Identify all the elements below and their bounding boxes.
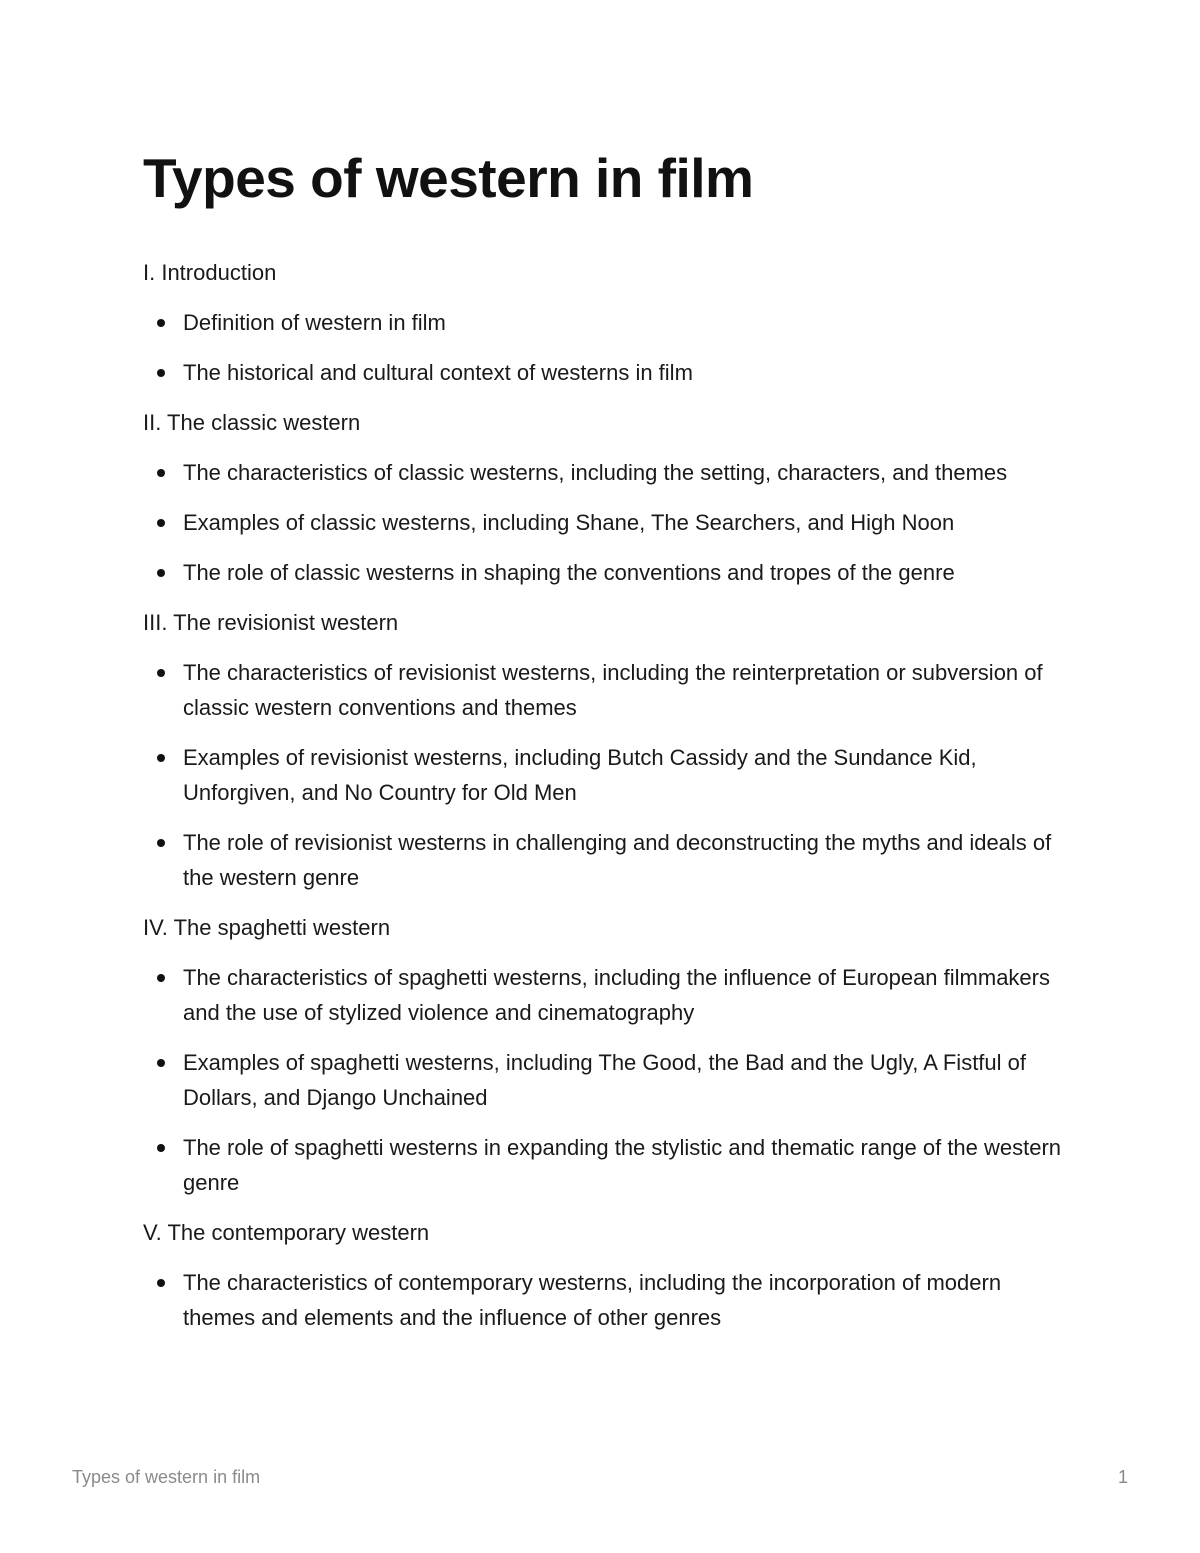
list-item-text: The role of revisionist westerns in challenging and deconstructing the myths and ideals of the western genre xyxy=(183,830,1052,890)
section-contemporary-western xyxy=(143,1215,1073,1335)
list-item-text: The characteristics of spaghetti westerns, including the influence of European filmmakers and the use of stylized violence and cinematography xyxy=(183,965,1050,1025)
bullet-icon xyxy=(157,1144,165,1152)
page-footer xyxy=(72,1464,1128,1490)
bullet-list xyxy=(143,455,1073,590)
list-item xyxy=(143,505,1073,540)
bullet-list xyxy=(143,1265,1073,1335)
list-item xyxy=(143,355,1073,390)
page-title: Types of western in film xyxy=(143,147,754,209)
list-item-text: The characteristics of classic westerns, including the setting, characters, and themes xyxy=(183,460,1008,485)
list-item xyxy=(143,740,1073,810)
section-heading: II. The classic western xyxy=(143,410,361,435)
list-item-text: Examples of spaghetti westerns, including The Good, the Bad and the Ugly, A Fistful of Dollars, and Django Unchained xyxy=(183,1050,1027,1110)
list-item-text: Definition of western in film xyxy=(183,310,446,335)
bullet-list xyxy=(143,655,1073,895)
section-heading: I. Introduction xyxy=(143,260,277,285)
bullet-icon xyxy=(157,1059,165,1067)
bullet-list xyxy=(143,960,1073,1200)
list-item-text: The characteristics of revisionist westerns, including the reinterpretation or subversion of classic western conventions and themes xyxy=(183,660,1043,720)
list-item-text: The role of spaghetti westerns in expanding the stylistic and thematic range of the western genre xyxy=(183,1135,1062,1195)
list-item-text: The historical and cultural context of westerns in film xyxy=(183,360,693,385)
list-item-text: The role of classic westerns in shaping the conventions and tropes of the genre xyxy=(183,560,955,585)
bullet-icon xyxy=(157,569,165,577)
list-item xyxy=(143,655,1073,725)
bullet-icon xyxy=(157,669,165,677)
bullet-icon xyxy=(157,469,165,477)
bullet-icon xyxy=(157,974,165,982)
list-item xyxy=(143,305,1073,340)
bullet-icon xyxy=(157,754,165,762)
list-item xyxy=(143,825,1073,895)
bullet-icon xyxy=(157,1279,165,1287)
footer-title: Types of western in film xyxy=(72,1467,261,1487)
bullet-icon xyxy=(157,369,165,377)
bullet-icon xyxy=(157,839,165,847)
list-item-text: Examples of revisionist westerns, including Butch Cassidy and the Sundance Kid, Unforgiven, and No Country for Old Men xyxy=(183,745,977,805)
outline xyxy=(143,255,1073,1350)
section-introduction xyxy=(143,255,1073,390)
page-number: 1 xyxy=(1117,1467,1128,1487)
section-heading: III. The revisionist western xyxy=(143,610,399,635)
list-item xyxy=(143,1265,1073,1335)
list-item-text: The characteristics of contemporary westerns, including the incorporation of modern themes and elements and the influence of other genres xyxy=(183,1270,1002,1330)
list-item xyxy=(143,1045,1073,1115)
list-item xyxy=(143,1130,1073,1200)
section-classic-western xyxy=(143,405,1073,590)
list-item xyxy=(143,455,1073,490)
bullet-icon xyxy=(157,519,165,527)
list-item xyxy=(143,960,1073,1030)
list-item-text: Examples of classic westerns, including Shane, The Searchers, and High Noon xyxy=(183,510,955,535)
section-revisionist-western xyxy=(143,605,1073,895)
bullet-icon xyxy=(157,319,165,327)
bullet-list xyxy=(143,305,1073,390)
section-heading: V. The contemporary western xyxy=(143,1220,430,1245)
list-item xyxy=(143,555,1073,590)
section-heading: IV. The spaghetti western xyxy=(143,915,391,940)
section-spaghetti-western xyxy=(143,910,1073,1200)
